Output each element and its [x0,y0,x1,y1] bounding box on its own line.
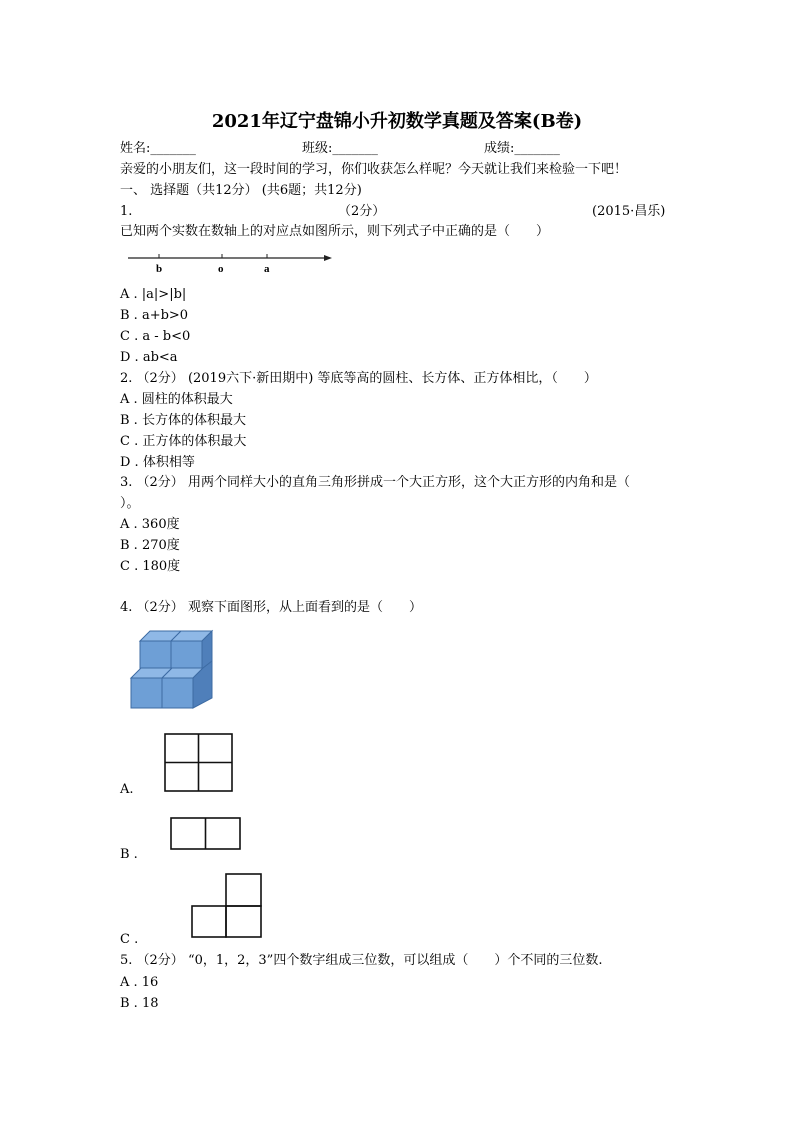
q3-option-b: B . 270度 [120,538,180,553]
q2-text: 2. （2分） (2019六下·新田期中) 等底等高的圆柱、长方体、正方体相比，（ ） [120,371,597,386]
q1-option-b: B . a+b>0 [120,308,189,323]
option-c-figure [191,873,263,939]
grid-square [226,906,261,937]
q5-text: 5. （2分） “0，1，2，3”四个数字组成三位数，可以组成（ ）个不同的三位数. [120,953,603,968]
cube-stack-top-row [140,631,212,671]
option-b-figure [170,817,242,851]
q1-option-a: A . |a|>|b| [120,287,187,302]
grid-square [226,874,261,906]
option-a-figure [164,733,234,793]
q3-text: 3. （2分） 用两个同样大小的直角三角形拼成一个大正方形，这个大正方形的内角和是（ [120,475,630,490]
q1-option-d: D . ab<a [120,350,178,365]
q1-source: (2015·昌乐) [592,204,666,219]
q2-option-b: B . 长方体的体积最大 [120,413,246,428]
intro-text: 亲爱的小朋友们，这一段时间的学习，你们收获怎么样呢？今天就让我们来检验一下吧！ [120,162,628,177]
axis-label-b: b [156,263,163,275]
number-line-figure [126,250,336,276]
q2-option-a: A . 圆柱的体积最大 [120,392,233,407]
q3-text-continued: ）。 [120,496,140,511]
name-field: 姓名:_______ [120,141,196,156]
q4-text: 4. （2分） 观察下面图形，从上面看到的是（ ） [120,600,422,615]
q4-option-b: B . [120,847,138,862]
q4-option-c: C . [120,932,139,947]
q1-text: 已知两个实数在数轴上的对应点如图所示，则下列式子中正确的是（ ） [120,224,550,239]
cube-stack-figure [130,630,216,710]
cube-stack-bottom-row [131,661,212,708]
q5-option-b: B . 18 [120,996,159,1011]
page-title: 2021年辽宁盘锦小升初数学真题及答案(B卷) [211,111,583,132]
cube-front-face [171,641,202,671]
axis-label-a: a [264,263,270,275]
cube-front-face [162,678,193,708]
q1-score: （2分） [338,204,386,219]
number-line-arrow [324,255,332,261]
score-field: 成绩:_______ [484,141,560,156]
q3-option-c: C . 180度 [120,559,181,574]
section-heading: 一、 选择题（共12分） (共6题；共12分) [120,183,362,198]
axis-label-o: o [218,263,224,275]
cube-front-face [140,641,171,671]
q4-option-a: A. [120,782,134,797]
q5-option-a: A . 16 [120,975,159,990]
q2-option-c: C . 正方体的体积最大 [120,434,247,449]
cube-front-face [131,678,162,708]
grid-square [192,906,226,937]
q1-number: 1. [120,204,133,219]
class-field: 班级:_______ [302,141,378,156]
q3-option-a: A . 360度 [120,517,180,532]
q1-option-c: C . a - b<0 [120,329,191,344]
q2-option-d: D . 体积相等 [120,455,195,470]
